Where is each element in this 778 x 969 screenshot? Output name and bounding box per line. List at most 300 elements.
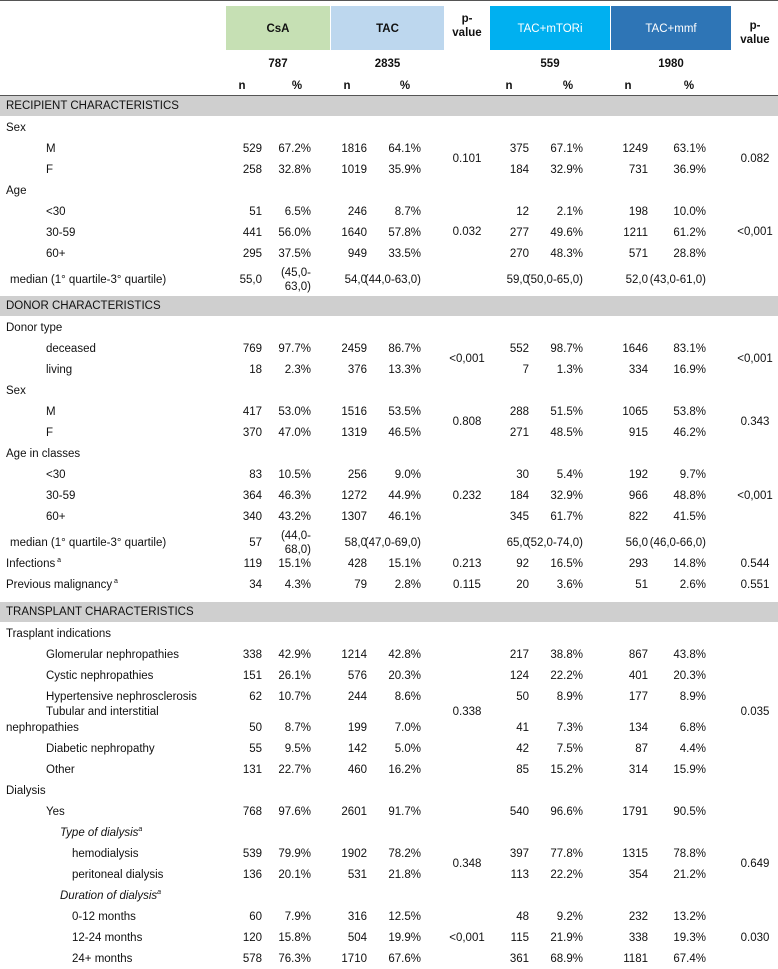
p-value-cell: 0.032 <box>452 226 482 238</box>
table-cell: 1646 <box>622 343 648 355</box>
table-cell: 63.1% <box>673 143 706 155</box>
p-value-cell: 0.035 <box>740 706 770 718</box>
table-cell: 32.9% <box>550 490 583 502</box>
table-cell: 49.6% <box>550 227 583 239</box>
header-sub-n: n <box>238 80 246 92</box>
row-label: 30-59 <box>46 490 76 502</box>
table-cell: 15.2% <box>550 764 583 776</box>
table-cell: 119 <box>243 558 262 570</box>
header-total-csa: 787 <box>268 58 288 70</box>
table-cell: (52,0-74,0) <box>526 537 583 549</box>
table-cell: 338 <box>628 932 648 944</box>
table-cell: 87 <box>635 743 648 755</box>
p-value-cell: 0.115 <box>453 579 481 591</box>
table-cell: 21.2% <box>673 869 706 881</box>
table-cell: 124 <box>509 670 529 682</box>
table-cell: 91.7% <box>388 806 421 818</box>
row-label: median (1° quartile-3° quartile) <box>10 537 167 549</box>
table-cell: 16.5% <box>550 558 583 570</box>
table-cell: 136 <box>242 869 262 881</box>
table-cell: 32.8% <box>278 164 311 176</box>
p-value-cell: 0.544 <box>740 558 770 570</box>
header-total-tac: 2835 <box>374 58 401 70</box>
table-cell: 42 <box>516 743 529 755</box>
table-cell: 2459 <box>341 343 367 355</box>
p-value-cell: <0,001 <box>737 490 773 502</box>
p-value-cell: 0.213 <box>452 558 482 570</box>
table-cell: 57 <box>249 537 262 549</box>
table-cell: 578 <box>242 953 262 965</box>
table-cell: 18 <box>249 364 262 376</box>
p-value-cell: <0,001 <box>449 932 485 944</box>
header-pvalue-1-line1: p- <box>461 13 473 25</box>
table-cell: 397 <box>509 848 529 860</box>
table-cell: 4.3% <box>284 579 311 591</box>
table-cell: 67.6% <box>388 953 421 965</box>
table-cell: 2.6% <box>679 579 706 591</box>
table-cell: 48.8% <box>673 490 706 502</box>
table-cell: 7.3% <box>556 722 583 734</box>
table-cell: 460 <box>347 764 367 776</box>
table-cell: 184 <box>509 490 529 502</box>
table-cell: 199 <box>347 722 367 734</box>
table-cell: 47.0% <box>278 427 311 439</box>
row-label: Trasplant indications <box>6 628 112 640</box>
table-cell: 115 <box>510 932 529 944</box>
row-label: Other <box>46 764 75 776</box>
table-cell: 867 <box>628 649 648 661</box>
table-cell: 428 <box>347 558 367 570</box>
table-cell: 361 <box>509 953 529 965</box>
table-cell: (46,0-66,0) <box>649 537 706 549</box>
row-label: 24+ months <box>72 953 133 965</box>
table-cell: 10.0% <box>673 206 706 218</box>
table-cell: 57.8% <box>388 227 421 239</box>
table-cell: 271 <box>509 427 529 439</box>
table-cell: 1516 <box>341 406 367 418</box>
header-sub-n: n <box>624 80 632 92</box>
row-label: Hypertensive nephrosclerosis <box>46 691 197 703</box>
table-cell: 1249 <box>622 143 648 155</box>
table-cell: 1.3% <box>556 364 583 376</box>
footnote-mark: a <box>157 889 162 897</box>
table-cell: 531 <box>347 869 367 881</box>
table-cell: 401 <box>628 670 648 682</box>
row-label: Duration of dialysis$^a$ <box>60 889 162 902</box>
section-title-transplant: TRANSPLANT CHARACTERISTICS <box>6 606 194 618</box>
table-cell: 288 <box>509 406 529 418</box>
table-cell: 20 <box>516 579 529 591</box>
row-label: Dialysis <box>6 785 46 797</box>
table-cell: 56.0% <box>278 227 311 239</box>
table-cell: 5.4% <box>556 469 583 481</box>
table-cell: 76.3% <box>278 953 311 965</box>
table-cell: 22.7% <box>278 764 311 776</box>
row-label: Sex <box>6 122 26 134</box>
header-total-mtori: 559 <box>540 58 560 70</box>
table-cell: 769 <box>242 343 262 355</box>
table-cell: 334 <box>628 364 648 376</box>
header-pvalue-2-line1: p- <box>749 20 761 32</box>
row-label: 30-59 <box>46 227 76 239</box>
table-cell: 13.2% <box>673 911 706 923</box>
table-cell: 63,0) <box>284 281 311 293</box>
table-cell: 338 <box>242 649 262 661</box>
table-cell: 43.8% <box>673 649 706 661</box>
row-label: 0-12 months <box>72 911 136 923</box>
footnote-mark: a <box>55 557 62 565</box>
header-pvalue-2-line2: value <box>740 34 770 46</box>
table-cell: 67.2% <box>278 143 311 155</box>
p-value-cell: 0.030 <box>740 932 770 944</box>
table-cell: 15.1% <box>388 558 421 570</box>
table-cell: 42.9% <box>278 649 311 661</box>
header-group-tac: TAC <box>376 23 399 35</box>
table-cell: 9.0% <box>394 469 421 481</box>
row-label: living <box>46 364 73 376</box>
table-cell: 539 <box>242 848 262 860</box>
table-cell: 67.4% <box>673 953 706 965</box>
table-cell: 68.9% <box>550 953 583 965</box>
table-cell: 1181 <box>623 953 648 965</box>
table-cell: 34 <box>249 579 262 591</box>
section-title-recipient: RECIPIENT CHARACTERISTICS <box>6 100 179 112</box>
table-cell: 1065 <box>622 406 648 418</box>
table-cell: 966 <box>628 490 648 502</box>
table-cell: 142 <box>347 743 367 755</box>
table-cell: 177 <box>628 691 648 703</box>
table-cell: 1816 <box>341 143 367 155</box>
table-cell: 2.3% <box>284 364 311 376</box>
table-cell: 6.8% <box>679 722 706 734</box>
table-cell: 8.7% <box>394 206 421 218</box>
table-cell: 33.5% <box>388 248 421 260</box>
row-label: Glomerular nephropathies <box>46 649 179 661</box>
table-cell: (45,0- <box>280 267 311 279</box>
table-cell: 375 <box>509 143 529 155</box>
table-cell: 92 <box>516 558 529 570</box>
p-value-cell: <0,001 <box>737 353 773 365</box>
table-cell: 85 <box>516 764 529 776</box>
footnote-mark: a <box>138 826 143 834</box>
row-label: Tubular and interstitial <box>46 706 159 718</box>
table-cell: 134 <box>628 722 648 734</box>
table-cell: 55 <box>249 743 262 755</box>
p-value-cell: <0,001 <box>449 353 485 365</box>
table-cell: 316 <box>347 911 367 923</box>
table-cell: 83 <box>249 469 262 481</box>
header-sub-pct: % <box>562 80 574 92</box>
table-cell: 370 <box>242 427 262 439</box>
row-label: Sex <box>6 385 26 397</box>
table-cell: 79 <box>354 579 367 591</box>
table-cell: 2.8% <box>394 579 421 591</box>
p-value-cell: 0.343 <box>740 416 770 428</box>
table-cell: 43.2% <box>278 511 311 523</box>
table-cell: (50,0-65,0) <box>526 274 583 286</box>
table-cell: 48.5% <box>550 427 583 439</box>
table-cell: 46.2% <box>673 427 706 439</box>
row-label: Previous malignancy $^a$ <box>6 578 118 591</box>
table-cell: 232 <box>628 911 648 923</box>
header-sub-n: n <box>505 80 513 92</box>
table-cell: 65,0 <box>506 537 529 549</box>
table-cell: 1319 <box>341 427 367 439</box>
table-cell: 48 <box>516 911 529 923</box>
table-cell: 1019 <box>341 164 367 176</box>
table-cell: 35.9% <box>388 164 421 176</box>
table-cell: 62 <box>249 691 262 703</box>
row-label: <30 <box>46 469 66 481</box>
row-label: Diabetic nephropathy <box>46 743 155 755</box>
table-cell: 441 <box>242 227 262 239</box>
table-cell: 131 <box>242 764 262 776</box>
table-cell: 1307 <box>341 511 367 523</box>
header-group-mmf: TAC+mmf <box>645 23 697 35</box>
top-rule <box>0 0 778 1</box>
table-cell: 244 <box>347 691 367 703</box>
row-label: nephropathies <box>6 722 79 734</box>
table-cell: 7 <box>522 364 529 376</box>
table-cell: 41.5% <box>673 511 706 523</box>
table-cell: 68,0) <box>284 544 311 556</box>
table-cell: 22.2% <box>550 670 583 682</box>
table-cell: 1315 <box>622 848 648 860</box>
table-cell: 51.5% <box>550 406 583 418</box>
row-label: F <box>46 164 54 176</box>
table-cell: 192 <box>628 469 648 481</box>
table-cell: 96.6% <box>550 806 583 818</box>
table-cell: 50 <box>249 722 262 734</box>
header-sub-pct: % <box>683 80 695 92</box>
p-value-cell: 0.551 <box>740 579 770 591</box>
section-title-donor: DONOR CHARACTERISTICS <box>6 300 161 312</box>
table-cell: 78.8% <box>673 848 706 860</box>
table-cell: 58,0 <box>344 537 367 549</box>
table-cell: 2601 <box>341 806 367 818</box>
table-cell: 8.6% <box>394 691 421 703</box>
table-cell: 529 <box>242 143 262 155</box>
table-cell: 60 <box>249 911 262 923</box>
row-label: Age in classes <box>6 448 81 460</box>
table-cell: 7.9% <box>284 911 311 923</box>
table-cell: 293 <box>628 558 648 570</box>
table-cell: 83.1% <box>673 343 706 355</box>
table-cell: 28.8% <box>673 248 706 260</box>
table-cell: 1211 <box>623 227 648 239</box>
table-cell: 4.4% <box>679 743 706 755</box>
row-label: M <box>46 143 56 155</box>
header-total-mmf: 1980 <box>658 58 684 70</box>
table-cell: 21.9% <box>550 932 583 944</box>
table-cell: 79.9% <box>278 848 311 860</box>
table-cell: 246 <box>347 206 367 218</box>
table-cell: 22.2% <box>550 869 583 881</box>
p-value-cell: 0.338 <box>452 706 482 718</box>
row-label: 60+ <box>46 248 66 260</box>
table-cell: 295 <box>242 248 262 260</box>
table-cell: 354 <box>628 869 648 881</box>
table-cell: 36.9% <box>673 164 706 176</box>
header-sub-pct: % <box>291 80 303 92</box>
table-cell: 64.1% <box>388 143 421 155</box>
table-cell: 8.9% <box>679 691 706 703</box>
table-cell: 3.6% <box>556 579 583 591</box>
table-cell: 576 <box>347 670 367 682</box>
table-cell: 949 <box>347 248 367 260</box>
table-cell: 20.1% <box>278 869 311 881</box>
table-cell: 314 <box>628 764 648 776</box>
table-cell: 1791 <box>622 806 648 818</box>
table-cell: 1640 <box>341 227 367 239</box>
table-cell: 59,0 <box>506 274 529 286</box>
table-cell: 2.1% <box>556 206 583 218</box>
table-cell: 42.8% <box>388 649 421 661</box>
table-cell: 51 <box>635 579 648 591</box>
row-label: hemodialysis <box>72 848 139 860</box>
table-cell: 258 <box>242 164 262 176</box>
table-cell: (44,0- <box>280 530 311 542</box>
row-label: F <box>46 427 54 439</box>
table-cell: 14.8% <box>673 558 706 570</box>
table-cell: 768 <box>242 806 262 818</box>
table-cell: 51 <box>249 206 262 218</box>
row-label: deceased <box>46 343 96 355</box>
table-cell: 97.6% <box>278 806 311 818</box>
header-pvalue-1-line2: value <box>452 27 482 39</box>
table-cell: 822 <box>628 511 648 523</box>
row-label: Donor type <box>6 322 63 334</box>
row-label: 60+ <box>46 511 66 523</box>
table-cell: 1272 <box>341 490 367 502</box>
row-label: median (1° quartile-3° quartile) <box>10 274 167 286</box>
table-cell: 9.2% <box>556 911 583 923</box>
table-cell: 7.5% <box>556 743 583 755</box>
table-cell: 12 <box>516 206 529 218</box>
table-cell: 53.5% <box>388 406 421 418</box>
table-cell: 10.7% <box>278 691 311 703</box>
row-label: Cystic nephropathies <box>46 670 154 682</box>
row-label: Yes <box>46 806 65 818</box>
table-cell: 97.7% <box>278 343 311 355</box>
p-value-cell: 0.101 <box>452 153 482 165</box>
table-cell: 26.1% <box>278 670 311 682</box>
table-cell: 376 <box>347 364 367 376</box>
table-cell: 48.3% <box>550 248 583 260</box>
header-group-mtori: TAC+mTORi <box>517 23 583 35</box>
table-cell: 1214 <box>341 649 367 661</box>
header-group-csa: CsA <box>266 23 290 35</box>
p-value-cell: 0.649 <box>740 858 770 870</box>
table-cell: 12.5% <box>388 911 421 923</box>
row-label: <30 <box>46 206 66 218</box>
table-cell: 10.5% <box>278 469 311 481</box>
p-value-cell: 0.082 <box>740 153 770 165</box>
table-cell: 6.5% <box>284 206 311 218</box>
table-cell: 53.0% <box>278 406 311 418</box>
table-cell: 44.9% <box>388 490 421 502</box>
table-cell: 46.3% <box>278 490 311 502</box>
table-cell: 120 <box>242 932 262 944</box>
table-cell: 56,0 <box>625 537 648 549</box>
table-cell: 9.7% <box>679 469 706 481</box>
table-cell: 270 <box>509 248 529 260</box>
header-sub-n: n <box>343 80 351 92</box>
table-cell: 53.8% <box>673 406 706 418</box>
table-cell: 915 <box>628 427 648 439</box>
table-cell: 32.9% <box>550 164 583 176</box>
table-cell: 571 <box>628 248 648 260</box>
table-cell: 731 <box>628 164 648 176</box>
table-cell: 1710 <box>341 953 367 965</box>
table-cell: 55,0 <box>239 274 262 286</box>
table-cell: 552 <box>509 343 529 355</box>
table-cell: 151 <box>242 670 262 682</box>
table-cell: 50 <box>516 691 529 703</box>
table-cell: 417 <box>242 406 262 418</box>
table-cell: 52,0 <box>625 274 648 286</box>
table-cell: 61.7% <box>550 511 583 523</box>
table-cell: 8.9% <box>556 691 583 703</box>
table-cell: 19.3% <box>673 932 706 944</box>
table-cell: 540 <box>509 806 529 818</box>
table-cell: 37.5% <box>278 248 311 260</box>
row-label: 12-24 months <box>72 932 143 944</box>
table-cell: 77.8% <box>550 848 583 860</box>
table-cell: 20.3% <box>388 670 421 682</box>
row-label: Type of dialysis$^a$ <box>60 826 143 839</box>
table-cell: 78.2% <box>388 848 421 860</box>
table-cell: 9.5% <box>284 743 311 755</box>
row-label: Infections $^a$ <box>6 557 62 570</box>
table-cell: 46.1% <box>388 511 421 523</box>
table-cell: 61.2% <box>673 227 706 239</box>
table-cell: 41 <box>516 722 529 734</box>
row-label: M <box>46 406 56 418</box>
table-cell: 5.0% <box>394 743 421 755</box>
footnote-mark: a <box>112 578 118 586</box>
table-cell: 54,0 <box>344 274 367 286</box>
header-sub-pct: % <box>399 80 411 92</box>
row-label: Age <box>6 185 27 197</box>
table-cell: 21.8% <box>388 869 421 881</box>
table-cell: 16.2% <box>388 764 421 776</box>
table-cell: 38.8% <box>550 649 583 661</box>
table-cell: 90.5% <box>673 806 706 818</box>
table-cell: 46.5% <box>388 427 421 439</box>
table-cell: 8.7% <box>284 722 311 734</box>
p-value-cell: 0.808 <box>452 416 482 428</box>
table-cell: 86.7% <box>388 343 421 355</box>
table-cell: 364 <box>242 490 262 502</box>
row-label: peritoneal dialysis <box>72 869 164 881</box>
p-value-cell: 0.232 <box>452 490 482 502</box>
table-cell: 256 <box>347 469 367 481</box>
table-cell: 98.7% <box>550 343 583 355</box>
table-cell: 19.9% <box>388 932 421 944</box>
table-cell: 504 <box>347 932 367 944</box>
table-cell: 13.3% <box>388 364 421 376</box>
table-cell: 15.9% <box>673 764 706 776</box>
p-value-cell: <0,001 <box>737 226 773 238</box>
table-cell: (47,0-69,0) <box>364 537 421 549</box>
table-cell: 340 <box>242 511 262 523</box>
table-cell: 277 <box>509 227 529 239</box>
table-cell: 345 <box>509 511 529 523</box>
table-cell: 1902 <box>341 848 367 860</box>
table-cell: 113 <box>510 869 529 881</box>
table-cell: 184 <box>509 164 529 176</box>
